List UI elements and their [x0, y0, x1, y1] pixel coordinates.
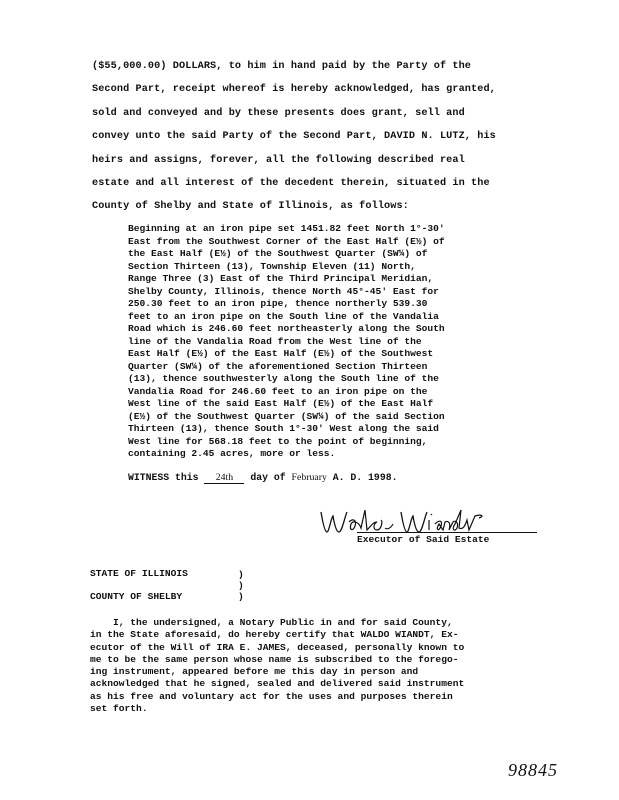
paragraph-line: Second Part, receipt whereof is hereby acknowledged, has granted, — [92, 84, 496, 96]
consideration-paragraph — [92, 55, 562, 219]
legal-line: Section Thirteen (13), Township Eleven (11) North, — [128, 260, 416, 272]
legal-line: Range Three (3) East of the Third Principal Meridian, — [128, 273, 434, 284]
legal-line: 250.30 feet to an iron pipe, thence northerly 539.30 — [128, 298, 428, 309]
paragraph-line: County of Shelby and State of Illinois, as follows: — [92, 201, 409, 213]
notary-acknowledgment — [90, 617, 560, 715]
paragraph-line: ($55,000.00) DOLLARS, to him in hand paid by the Party of the — [92, 61, 472, 72]
legal-line: West line of the said East Half (E½) of the East Half — [128, 398, 434, 409]
legal-line: East from the Southwest Corner of the East Half (E½) of — [128, 235, 445, 247]
notary-line: as his free and voluntary act for the uses and purposes therein — [90, 690, 453, 702]
legal-line: the East Half (E½) of the Southwest Quarter (SW¼) of — [128, 248, 428, 259]
notary-line: in the State aforesaid, do hereby certify that WALDO WIANDT, Ex- — [90, 629, 459, 641]
notary-line: ecutor of the Will of IRA E. JAMES, deceased, personally known to — [90, 641, 465, 653]
notary-line: ing instrument, appeared before me this day in person and — [90, 666, 419, 678]
executor-signature-block — [315, 500, 540, 550]
state-label: STATE OF ILLINOIS — [90, 568, 188, 579]
legal-line: Quarter (SW¼) of the aforementioned Section Thirteen — [128, 360, 428, 372]
legal-line: Road which is 246.60 feet northeasterly along the South — [128, 323, 445, 334]
legal-line: West line for 568.18 feet to the point of beginning, — [128, 435, 428, 447]
witness-clause — [128, 472, 397, 484]
notary-line: me to be the same person whose name is subscribed to the forego- — [90, 653, 459, 665]
venue-bracket: ) — [238, 569, 244, 580]
paragraph-line: convey unto the said Party of the Second Part, DAVID N. LUTZ, his — [92, 131, 496, 143]
legal-line: East Half (E½) of the East Half (E½) of the Southwest — [128, 348, 434, 359]
witness-month: February — [291, 472, 327, 483]
legal-line: (13), thence southwesterly along the South line of the — [128, 373, 439, 384]
paragraph-line: estate and all interest of the decedent therein, situated in the — [92, 178, 490, 190]
handwritten-page-number: 98845 — [508, 760, 558, 780]
notary-line: set forth. — [90, 703, 148, 715]
witness-prefix: WITNESS this — [128, 472, 199, 483]
legal-line: containing 2.45 acres, more or less. — [128, 448, 336, 459]
paragraph-line: heirs and assigns, forever, all the following described real — [92, 154, 465, 166]
legal-line: Vandalia Road for 246.60 feet to an iron pipe on the — [128, 385, 428, 397]
county-label: COUNTY OF SHELBY — [90, 591, 183, 602]
venue-bracket: ) — [238, 580, 244, 591]
legal-line: Thirteen (13), thence South 1°-30' West along the said — [128, 423, 439, 434]
witness-day: 24th — [204, 472, 244, 484]
witness-suffix: A. D. 1998. — [332, 472, 398, 483]
venue-bracket: ) — [238, 591, 244, 602]
legal-line: Beginning at an iron pipe set 1451.82 feet North 1°-30' — [128, 223, 445, 234]
executor-title: Executor of Said Estate — [357, 534, 490, 545]
legal-description — [128, 223, 528, 461]
legal-line: line of the Vandalia Road from the West line of the — [128, 335, 422, 347]
witness-middle: day of — [250, 472, 286, 483]
notary-line: I, the undersigned, a Notary Public in and for said County, — [90, 617, 453, 628]
legal-line: Shelby County, Illinois, thence North 45°-45' East for — [128, 285, 439, 297]
paragraph-line: sold and conveyed and by these presents does grant, sell and — [92, 107, 465, 119]
legal-line: feet to an iron pipe on the South line of the Vandalia — [128, 310, 439, 322]
signature-line — [357, 532, 537, 533]
notary-line: acknowledged that he signed, sealed and delivered said instrument — [90, 678, 465, 690]
legal-line: (E½) of the Southwest Quarter (SW¼) of the said Section — [128, 410, 445, 422]
